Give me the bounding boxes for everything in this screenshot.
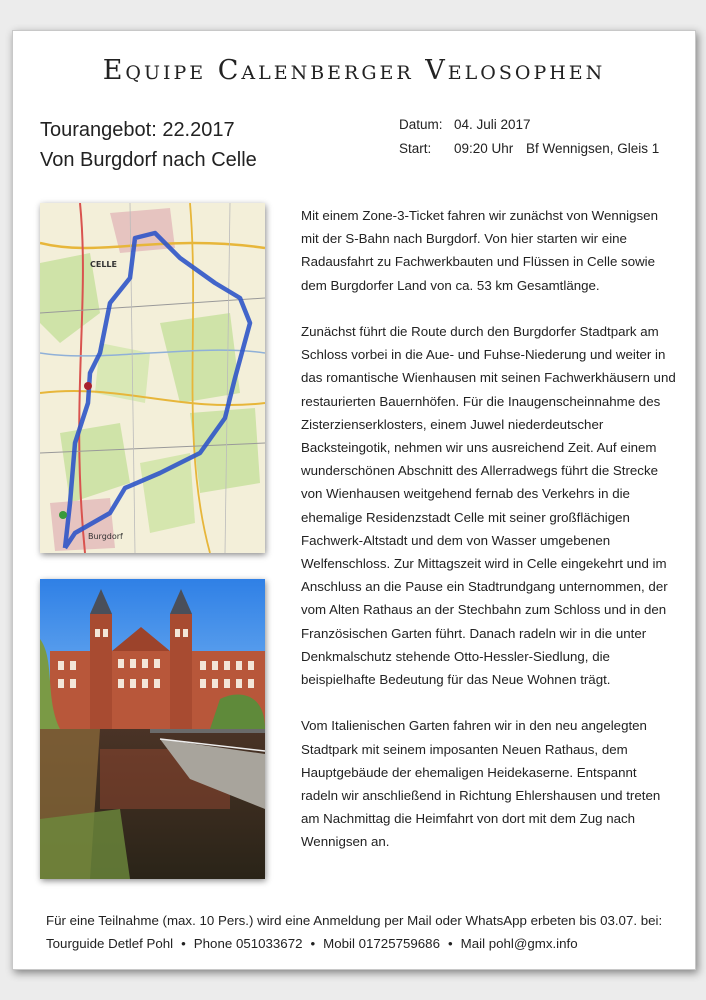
date-value: 04. Juli 2017: [454, 117, 531, 132]
description-paragraph-1: Mit einem Zone-3-Ticket fahren wir zunächst von Wennigsen mit der S-Bahn nach Burgdorf. Von hier starten wir eine Radausfahrt zu Fachwerkbauten und Flüssen in Celle sowie dem Burgdorfer Land von ca. 53 km Gesamtlänge.: [301, 208, 658, 293]
registration-note: Für eine Teilnahme (max. 10 Pers.) wird eine Anmeldung per Mail oder WhatsApp erbeten bis 03.07. bei:: [46, 913, 663, 928]
start-time: 09:20 Uhr: [454, 141, 514, 156]
schedule-block: [399, 113, 659, 161]
tour-offer: [40, 115, 257, 175]
tour-number: Tourangebot: 22.2017: [40, 119, 235, 141]
page-title: Equipe Calenberger Velosophen: [102, 55, 606, 86]
route-map: [40, 203, 265, 553]
town-hall-photo: [40, 579, 265, 879]
bullet-separator: •: [447, 936, 453, 951]
map-label-celle: CELLE: [90, 260, 117, 269]
bullet-separator: •: [310, 936, 316, 951]
date-row: [399, 113, 659, 137]
map-pin-icon: [84, 382, 92, 390]
mobile-number: Mobil 01725759686: [323, 936, 440, 951]
start-pin-icon: [59, 511, 67, 519]
start-place: Bf Wennigsen, Gleis 1: [526, 141, 660, 156]
start-row: [399, 137, 659, 161]
route-map-graphic: [40, 203, 265, 553]
town-hall-graphic: [40, 579, 265, 879]
date-label: Datum:: [399, 117, 443, 132]
tour-description: [301, 204, 677, 877]
bullet-separator: •: [181, 936, 186, 951]
start-label: Start:: [399, 141, 432, 156]
phone-number: Phone 051033672: [193, 936, 303, 951]
email-address[interactable]: Mail pohl@gmx.info: [460, 936, 578, 951]
registration-footer: [46, 909, 662, 955]
contact-line: [46, 932, 662, 955]
description-paragraph-3: Vom Italienischen Garten fahren wir in den neu angelegten Stadtpark mit seinem imposanten Neuen Rathaus, dem Hauptgebäude der ehemaligen Heidekaserne. Entspannt radeln wir anschließend in Richtung Ehlershausen und treten am Nachmittag die Heimfahrt von dort mit dem Zug nach Wennigsen an.: [301, 718, 661, 850]
description-paragraph-2: Zunächst führt die Route durch den Burgdorfer Stadtpark am Schloss vorbei in die Aue- und Fuhse-Niederung und weiter in das romantische Wienhausen mit seinen Fachwerkhäusern und restaurierten Bauernhöfen. Für die Inaugenscheinnahme des Zisterzienserklosters, einem Juwel niederdeutscher Backsteingotik, nehmen wir uns ausreichend Zeit. Auf einem wunderschönen Abschnitt des Allerradwegs führt die Strecke von Wienhausen weitgehend fernab des Verkehrs in die ehemalige Residenzstadt Celle mit seiner großflächigen Fachwerk-Altstadt und dem von Wasser umgebenen Welfenschloss. Zur Mittagszeit wird in Celle eingekehrt und im Anschluss an die Pause ein Stadtrundgang unternommen, der vom Alten Rathaus an der Stechbahn zum Schloss und in den Französischen Garten führt. Danach radeln wir in die unter Denkmalschutz stehende Otto-Hessler-Siedlung, die beispielhafte Bedeutung für das Neue Wohnen trägt.: [301, 324, 676, 688]
map-label-burgdorf: Burgdorf: [88, 532, 123, 541]
flyer-page: [12, 30, 696, 970]
guide-name: Tourguide Detlef Pohl: [46, 936, 174, 951]
tour-route-title: Von Burgdorf nach Celle: [40, 149, 257, 171]
